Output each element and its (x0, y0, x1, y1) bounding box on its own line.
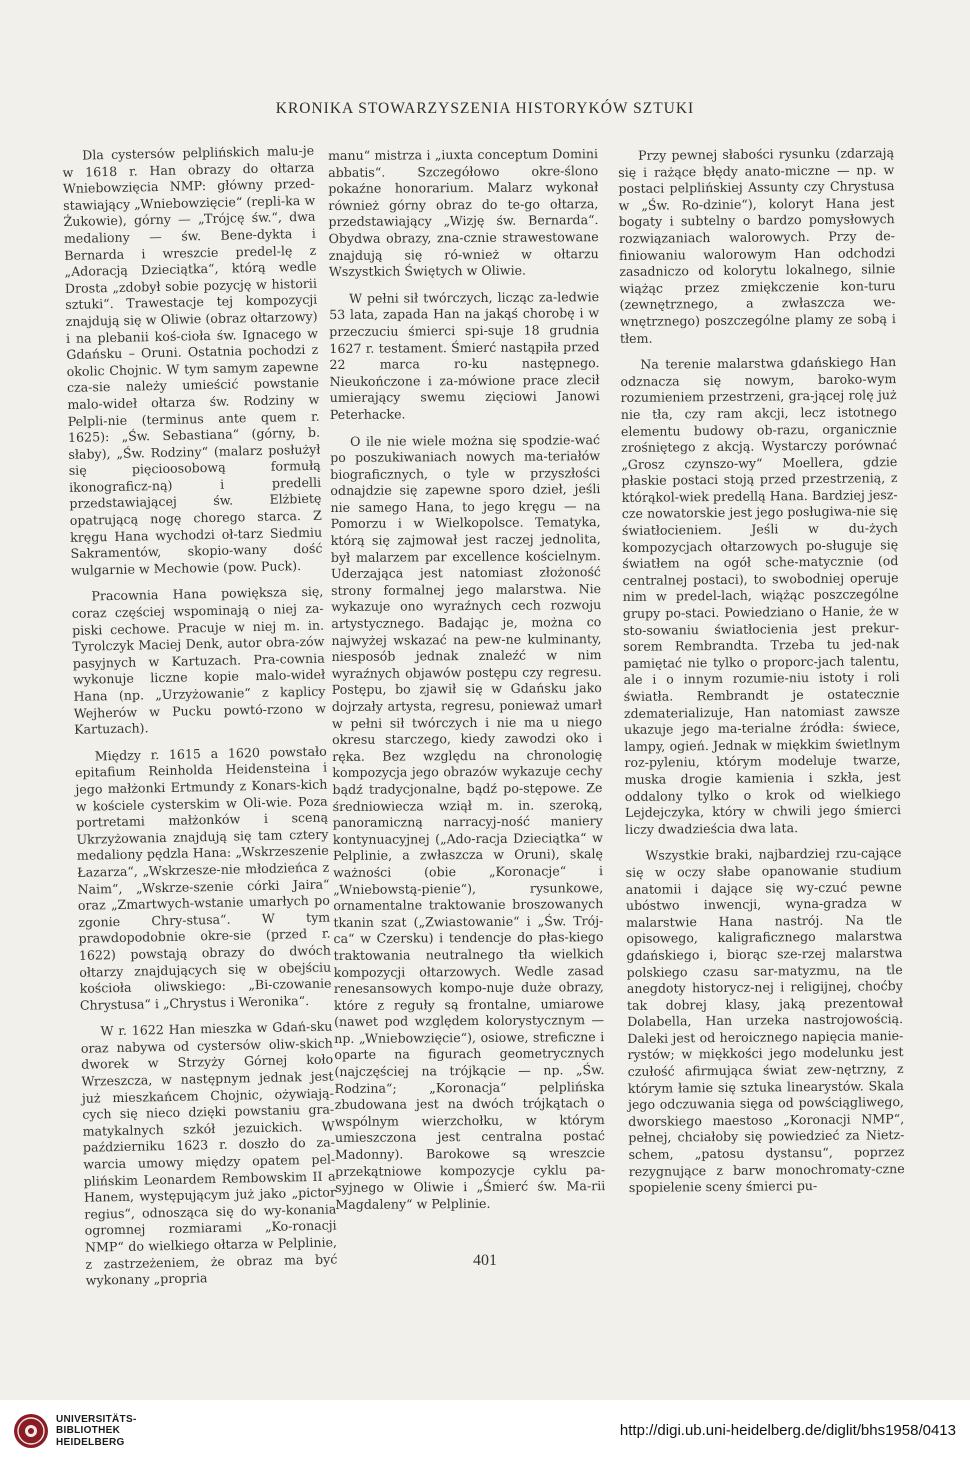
library-name (56, 1414, 137, 1449)
running-header: KRONIKA STOWARZYSZENIA HISTORYKÓW SZTUKI (275, 100, 695, 117)
text-column-middle (328, 146, 605, 1213)
paragraph: Pracownia Hana powiększa się, coraz częściej wspominają o niej za-piski cechowe. Pracuje w niej m. in. Tyrolczyk Maciej Denk, autor obra-zów pasyjnych w Kartuzach. Pra-cownia wykonuje liczne kopie malo-wideł Hana (np. „Urzyżowanie“ z kaplicy Wejherów w Pucku powtó-rzono w Kartuzach). (71, 584, 326, 738)
footer-bar (0, 1400, 970, 1464)
page-number: 401 (473, 1252, 497, 1269)
paragraph: Wszystkie braki, najbardziej rzu-cające się w oczy słabe opanowanie studium anatomii i dające się wy-czuć pewne ubóstwo inwencji, wyna-gradza w malarstwie Hana nastrój. Na tle opisowego, kaligraficznego malarstwa gdańskiego i, biorąc sze-rzej malarstwa polskiego czasu sar-matyzmu, na tle anegdoty historycz-nej i religijnej, choćby tak dobrej klasy, jaką prezentował Dolabella, Han urzeka nastrojowością. Daleki jest od heroicznego napięcia manie-rystów; w miękkości jego modelunku jest czułość afirmująca świat zew-nętrzny, z którym łamie się sztuka linearystów. Skala jego odczuwania sięga od powściągliwego, dworskiego maestoso „Koronacji NMP“, pełnej, chciałoby się powiedzieć za Nietz-schem, „patosu dystansu“, poprzez rezygnujące z barw monochromaty-czne spopielenie sceny śmierci pu- (625, 845, 905, 1196)
logo-line: UNIVERSITÄTS- (56, 1413, 137, 1425)
logo-line: HEIDELBERG (56, 1436, 125, 1448)
logo-line: BIBLIOTHEK (56, 1425, 121, 1437)
paragraph: O ile nie wiele można się spodzie-wać po poszukiwaniach nowych ma-teriałów biograficznych, o tyle w przyszłości odnajdzie się zapewne sporo dzieł, jeśli nie samego Hana, to jego kręgu — na Pomorzu i w Wielkopolsce. Tematyka, którą się zajmował jest raczej jednolita, był malarzem par excellence kościelnym. Uderzająca jest natomiast złożoność strony formalnej jego malarstwa. Nie wykazuje ono wyraźnych cech rozwoju artystycznego. Badając je, można co najwyżej wskazać na pew-ne kulminanty, niesposób jednak znaleźć w nim wyraźnych objawów postępu czy regresu. Postępu, bo zjawił się w Gdańsku jako dojrzały artysta, regresu, ponieważ umarł w pełni sił twórczych i nie ma u niego okresu starczego, kiedy zawodzi oko i ręka. Bez względu na chronologię kompozycja jego obrazów wykazuje cechy bądź tradycjonalne, bądź po-stępowe. Ze średniowiecza wziął m. in. szeroką, panoramiczną narracyj-ność maniery kontynuacyjnej („Ado-racja Dzieciątka“ w Pelplinie, a zwłaszcza w Oruni), skalę ważności (obie „Koronacje“ i „Wniebowstą-pienie“), rysunkowe, ornamentalne traktowanie broszowanych tkanin szat („Zwiastowanie“ i „Św. Trój-ca“ w Czersku) i tendencje do płas-kiego traktowania neutralnego tła wielkich kompozycji ołtarzowych. Wedle zasad renesansowych kompo-nuje duże obrazy, które z reguły są frontalne, umiarowe (nawet pod względem kolorystycznym — np. „Wniebowzięcie“), osiowe, streficzne i oparte na figurach geometrycznych (najczęściej na trójkącie — np. „Św. Rodzina“; „Koronacja“ pelplińska zbudowana jest na dwóch trójkątach o wspólnym wierzchołku, w którym umieszczona jest centralna postać Madonny). Barokowe są wreszcie przekątniowe kompozycje cyklu pa-syjnego w Oliwie i „Śmierć św. Ma-rii Magdaleny“ w Pelplinie. (330, 431, 606, 1212)
source-url-link[interactable]: http://digi.ub.uni-heidelberg.de/diglit/bhs1958/0413 (619, 1422, 956, 1439)
paragraph: Przy pewnej słabości rysunku (zdarzają się i rażące błędy anato-miczne — np. w postaci pelplińskiej Assunty czy Chrystusa w „Św. Ro-dzinie“), koloryt Hana jest bogaty i subtelny o bardzo pomysłowych rozwiązaniach walorowych. Przy de-finiowaniu walorowym Han odchodzi zasadniczo od kolorytu lokalnego, silnie wiążąc przez zmiękczenie kon-turu (zewnętrznego, a zwłaszcza we-wnętrznego) poszczególne plamy ze sobą i tłem. (618, 145, 896, 346)
paragraph: Dla cystersów pelplińskich malu-je w 1618 r. Han obrazy do ołtarza Wniebowzięcia NMP: główny przed-stawiający „Wniebowzięcie“ (repli-ka w Żukowie), górny — „Trójcę św.“, dwa medaliony — św. Bene-dykta i Bernarda i wreszcie predel-lę z „Adoracją Dzieciątka“, którą wedle Drosta „zdobył sobie pozycję w historii sztuki“. Trawestacje tej kompozycji znajdują się w Oliwie (obraz ołtarzowy) i na plebanii koś-cioła św. Ignacego w Gdańsku – Oruni. Ostatnia pochodzi z okolic Chojnic. W tym samym zapewne cza-sie należy umieścić powstanie malo-wideł ołtarza św. Rodziny w Pelpli-nie (terminus ante quem r. 1625): „Św. Sebastiana“ (górny, b. słaby), „Św. Rodziny“ (malarz posłużył się pięcioosobową formułą ikonograficz-ną) i predelli przedstawiającej św. Elżbietę opatrującą nogę chorego starca. Z kręgu Hana wychodzi oł-tarz Siedmiu Sakramentów, skopio-wany dość wulgarnie w Mechowie (pow. Puck). (62, 142, 323, 578)
paragraph: manu“ mistrza i „iuxta conceptum Domini abbatis“. Szczegółowo okre-ślono pokaźne honorarium. Malarz wykonał również górny obraz do te-go ołtarza, przedstawiający „Wizję św. Bernarda“. Obydwa obrazy, zna-cznie strawestowane znajdują się ró-wnież w ołtarzu Wszystkich Świętych w Oliwie. (328, 146, 599, 280)
paragraph: W pełni sił twórczych, licząc za-ledwie 53 lata, zapada Han na jakąś chorobę i w przeczuciu śmierci spi-suje 18 grudnia 1627 r. testament. Śmierć nastąpiła przed 22 marca ro-ku następnego. Nieukończone i za-mówione prace zlecił umierający swemu zięciowi Janowi Peterhacke. (329, 288, 600, 422)
text-column-left (62, 143, 338, 1290)
text-column-right (618, 145, 905, 1197)
paragraph: W r. 1622 Han mieszka w Gdań-sku oraz nabywa od cystersów oliw-skich dworek w Strzyży Górnej koło Wrzeszcza, w następnym jednak jest już mieszkańcem Chojnic, ożywiają-cych się nieco dzięki powstaniu gra-matykalnych szkół jezuickich. W październiku 1623 r. doszło do za-warcia umowy między opatem pel-plińskim Leonardem Rembowskim II a Hanem, występującym już jako „pictor regius“, odnosząca się do wy-konania ogromnej rozmiarami „Ko-ronacji NMP“ do wielkiego ołtarza w Pelplinie, z zastrzeżeniem, że obraz ma być wykonany „propria (80, 1018, 338, 1288)
paragraph: Na terenie malarstwa gdańskiego Han odznacza się nowym, baroko-wym rozumieniem przestrzeni, gra-jącej rolę już nie tła, czy ram akcji, lecz istotnego elementu budowy ob-razu, organicznie zrośniętego z akcją. Wystarczy porównać „Grosz czynszo-wy“ Moellera, gdzie płaskie postaci stoją przed przestrzenią, z którąkol-wiek predellą Hana. Bardziej jesz-cze nowatorskie jest jego posługiwa-nie się światłocieniem. Jeśli w du-żych kompozycjach ołtarzowych po-sługuje się światłem na ogół sche-matycznie (od centralnej postaci), to swobodniej operuje nim w predel-lach, wiążąc poszczególne grupy po-staci. Powiedziano o Hanie, że w sto-sowaniu światłocienia jest prekur-sorem Rembrandta. Trzeba tu jed-nak pamiętać nie tylko o proporc-jach talentu, ale i o innym rozumie-niu istoty i roli światła. Rembrandt je ostatecznie zdematerializuje, Han natomiast zawsze ukazuje jego ma-terialne źródła: świece, lampy, ogień. Jednak w miękkim świetlnym roz-pyleniu, którym modeluje twarze, muska drogie kamienia i szkła, jest oddalony tylko o krok od wielkiego Lejdejczyka, który w chwili jego śmierci liczy dwadzieścia dwa lata. (620, 354, 902, 837)
university-seal-icon (12, 1412, 50, 1450)
library-logo[interactable] (12, 1412, 137, 1450)
paragraph: Między r. 1615 a 1620 powstało epitafium Reinholda Heidensteina i jego małżonki Ertmundy z Konars-kich w kościele cysterskim w Oli-wie. Poza portretami małżonków i sceną Ukrzyżowania znajdują się tam cztery medaliony pędzla Hana: „Wskrzeszenie Łazarza“, „Wskrzesze-nie młodzieńca z Naim“, „Wskrze-szenie córki Jaira“ oraz „Zmartwych-wstanie umarłych po zgonie Chry-stusa“. W tym prawdopodobnie okre-sie (przed r. 1622) powstają obrazy do dwóch ołtarzy znajdujących się w obejściu kościoła oliwskiego: „Bi-czowanie Chrystusa“ i „Chrystus i Weronika“. (74, 743, 332, 1013)
